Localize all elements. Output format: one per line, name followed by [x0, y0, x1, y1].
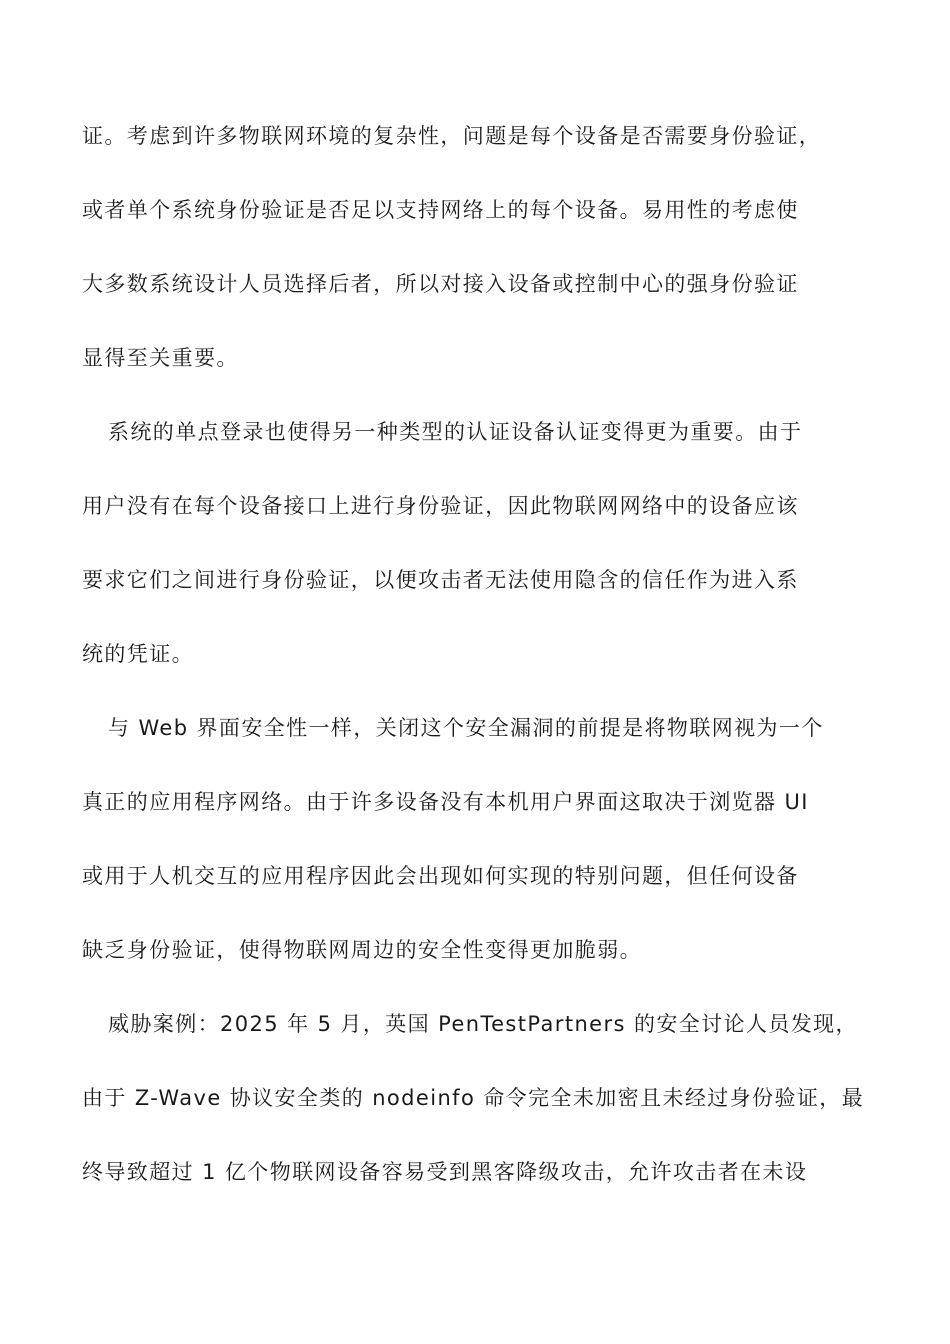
text-line: 与 Web 界面安全性一样，关闭这个安全漏洞的前提是将物联网视为一个 — [108, 716, 824, 740]
text-line: 终导致超过 1 亿个物联网设备容易受到黑客降级攻击，允许攻击者在未设 — [82, 1160, 808, 1184]
document-page — [82, 114, 882, 1224]
text-line: 用户没有在每个设备接口上进行身份验证，因此物联网网络中的设备应该 — [82, 494, 799, 518]
text-line: 真正的应用程序网络。由于许多设备没有本机用户界面这取决于浏览器 UI — [82, 790, 809, 814]
text-line: 系统的单点登录也使得另一种类型的认证设备认证变得更为重要。由于 — [108, 420, 803, 444]
text-line: 缺乏身份验证，使得物联网周边的安全性变得更加脆弱。 — [82, 938, 642, 962]
text-line: 或者单个系统身份验证是否足以支持网络上的每个设备。易用性的考虑使 — [82, 198, 799, 222]
text-line: 大多数系统设计人员选择后者，所以对接入设备或控制中心的强身份验证 — [82, 272, 799, 296]
text-line: 统的凭证。 — [82, 642, 194, 666]
text-line: 威胁案例：2025 年 5 月，英国 PenTestPartners 的安全讨论人员发现， — [108, 1012, 858, 1036]
text-line: 显得至关重要。 — [82, 346, 239, 370]
text-line: 证。考虑到许多物联网环境的复杂性，问题是每个设备是否需要身份验证， — [82, 124, 822, 148]
paragraph-4 — [82, 1002, 882, 1224]
paragraph-1 — [82, 114, 882, 410]
paragraph-3 — [82, 706, 882, 1002]
paragraph-2 — [82, 410, 882, 706]
text-line: 或用于人机交互的应用程序因此会出现如何实现的特别问题，但任何设备 — [82, 864, 799, 888]
text-line: 要求它们之间进行身份验证，以便攻击者无法使用隐含的信任作为进入系 — [82, 568, 799, 592]
text-line: 由于 Z-Wave 协议安全类的 nodeinfo 命令完全未加密且未经过身份验证，最 — [82, 1086, 865, 1110]
